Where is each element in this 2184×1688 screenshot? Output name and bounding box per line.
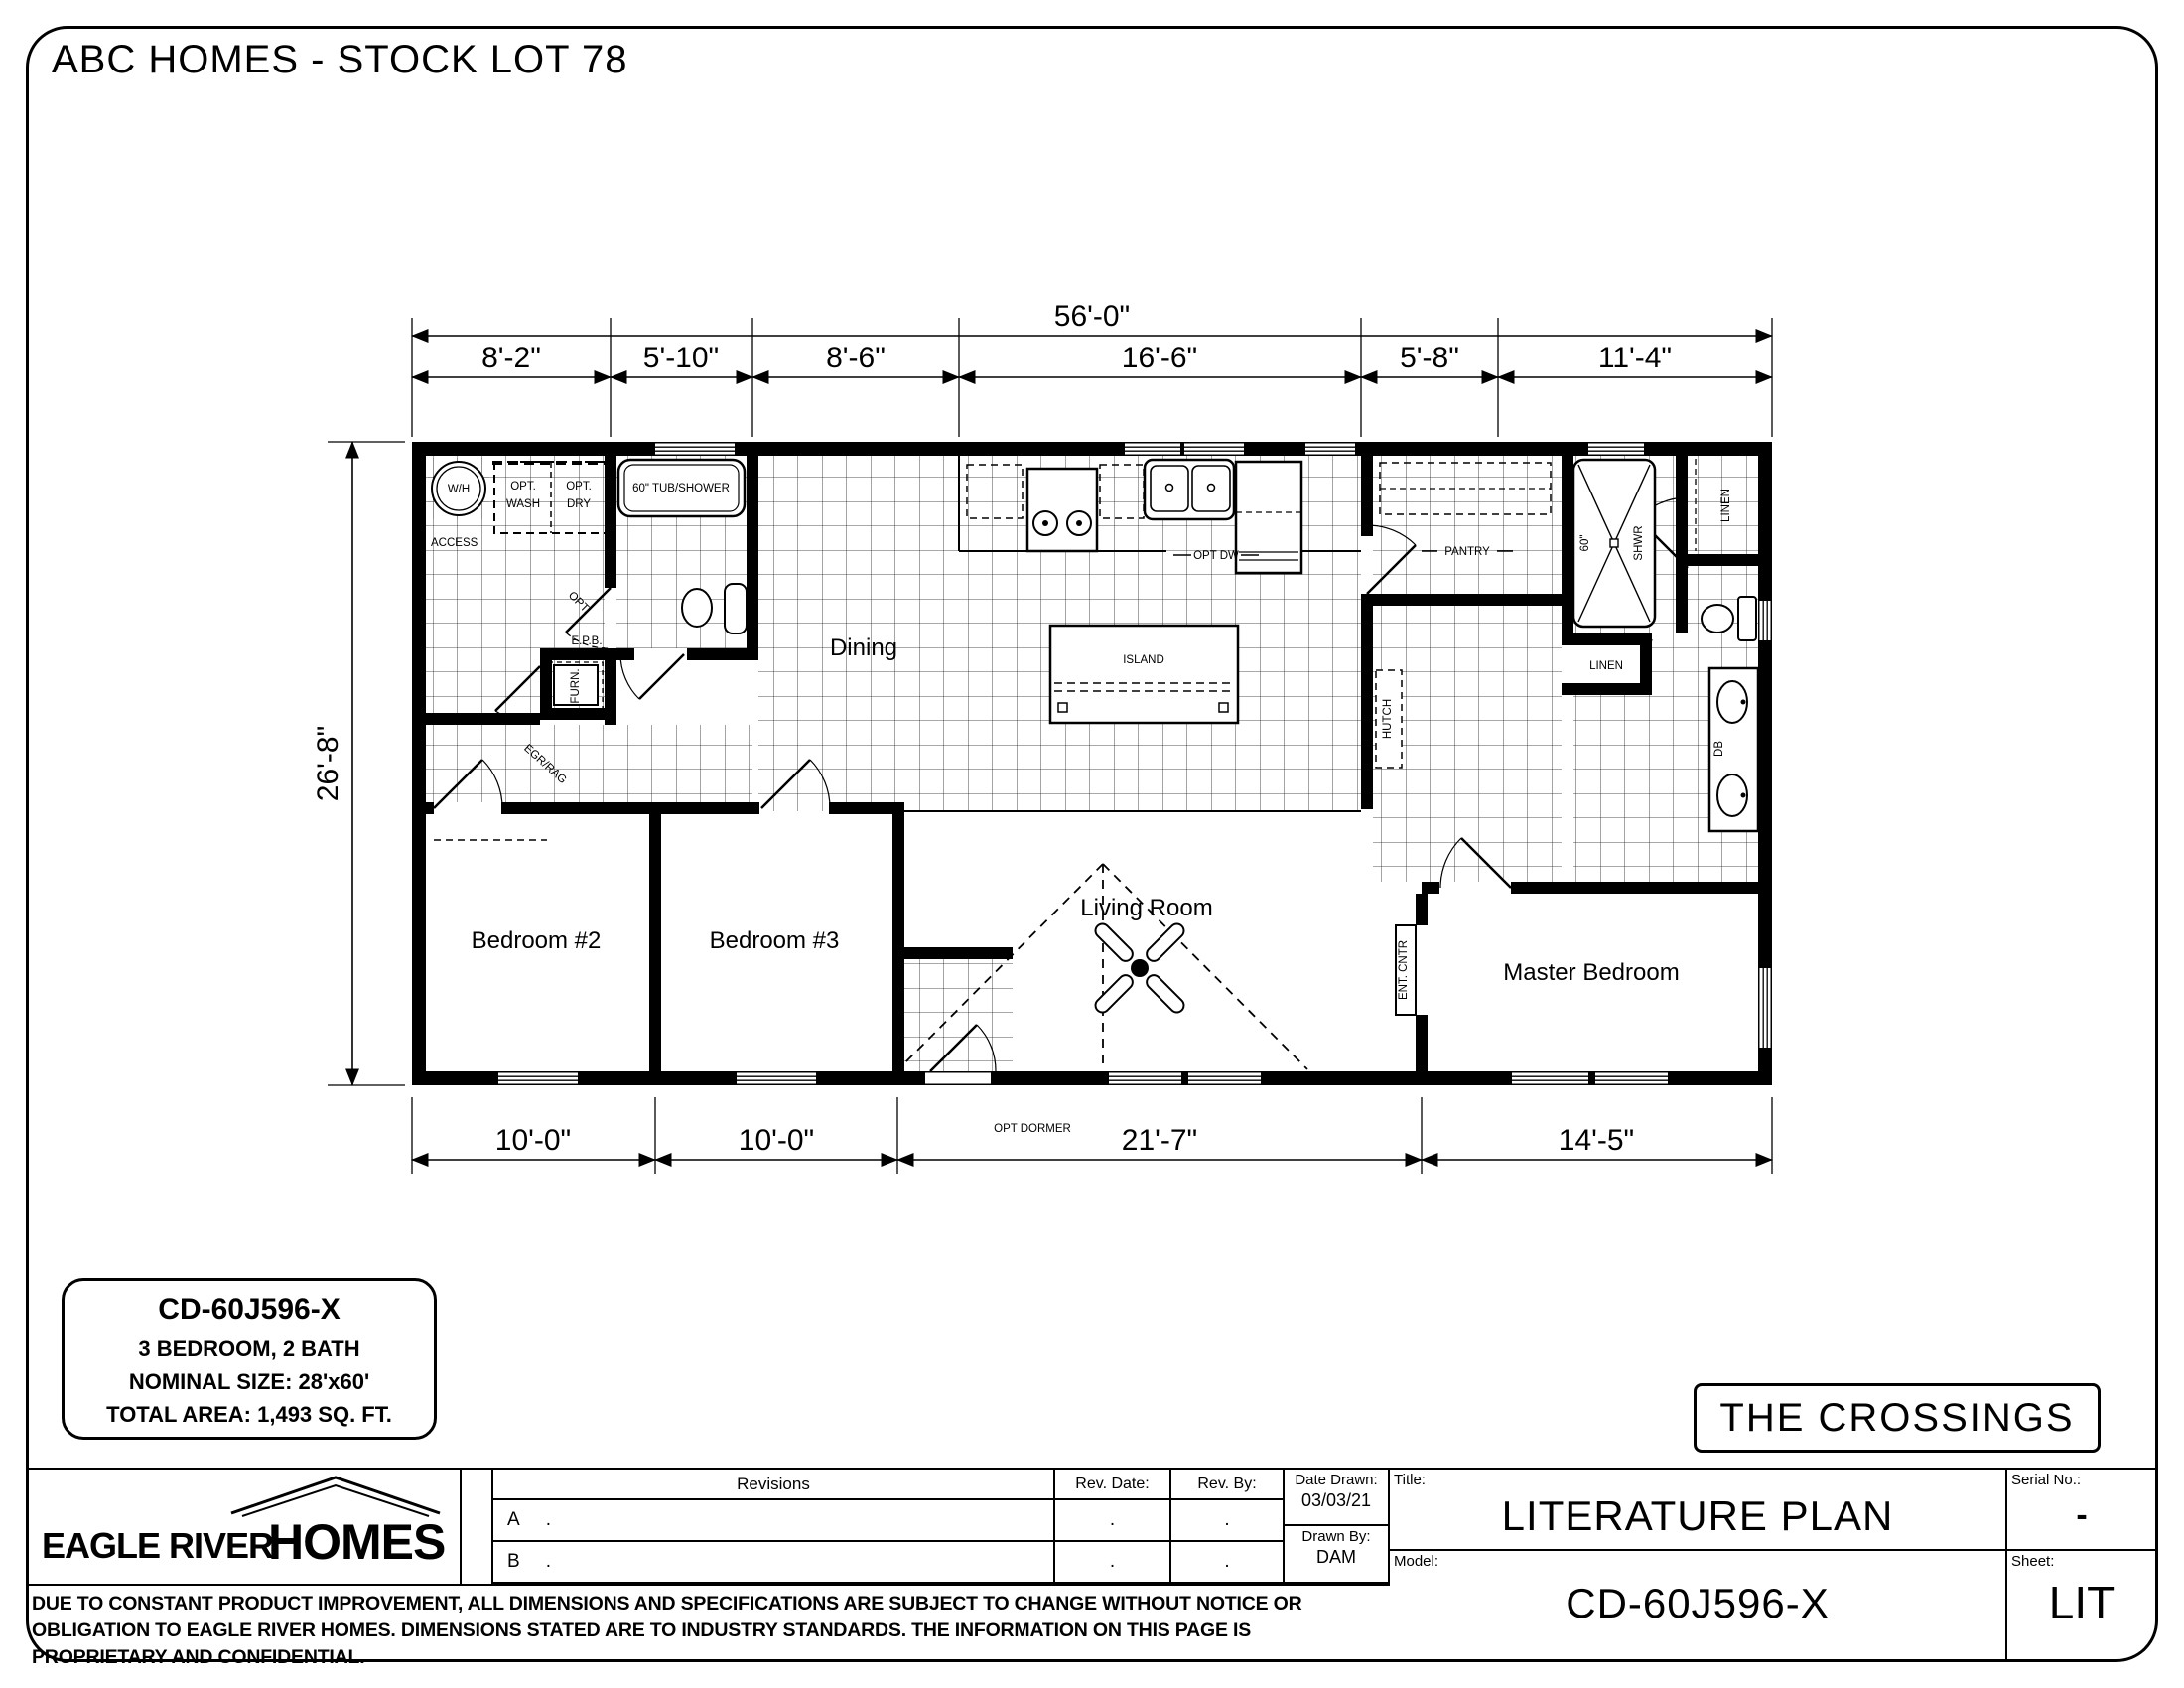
disclaimer: DUE TO CONSTANT PRODUCT IMPROVEMENT, ALL DIMENSIONS AND SPECIFICATIONS ARE SUBJECT TO CHANGE WITHOUT NOTICE OR OBLIGATION TO EAGLE RIVER HOMES. DIMENSIONS STATED ARE TO INDUSTRY STANDARDS. THE INFORMATION ON THIS PAGE IS PROPRIETARY AND CONFIDENTIAL. (28, 1584, 1390, 1660)
room-label-bedroom2: Bedroom #2 (471, 927, 602, 954)
info-nominal-size: NOMINAL SIZE: 28'x60' (128, 1369, 370, 1394)
sheet-cell (2007, 1551, 2156, 1660)
rev-date-header-label: Rev. Date: (1075, 1475, 1150, 1492)
dim-bottom-1: 10'-0" (738, 1124, 815, 1157)
dim-bottom-3: 14'-5" (1558, 1124, 1635, 1157)
wh-label: W/H (447, 484, 471, 495)
revisions-header (493, 1468, 1055, 1500)
room-label-dining: Dining (829, 634, 898, 661)
furn-label: FURN. (570, 668, 582, 704)
dim-overall-width: 56'-0" (1053, 300, 1131, 333)
hutch-label: HUTCH (1382, 698, 1394, 740)
furnace-closet (548, 662, 603, 710)
date-drawn-cell (1285, 1468, 1390, 1526)
rev-date-a (1055, 1500, 1171, 1542)
drawn-by-cell (1285, 1526, 1390, 1584)
rev-date-b (1055, 1542, 1171, 1584)
linen-mid-label: LINEN (1589, 660, 1623, 672)
opt-dry-label1: OPT. (566, 481, 592, 492)
island (1050, 626, 1238, 723)
sheet-value: LIT (2048, 1577, 2116, 1628)
drawn-by-label: Drawn By: (1301, 1528, 1371, 1545)
shower (1573, 460, 1655, 627)
title-value: LITERATURE PLAN (1501, 1492, 1894, 1539)
ent-center (1396, 925, 1416, 1015)
tub-shower (618, 460, 745, 516)
rev-by-b (1171, 1542, 1285, 1584)
logo-text-2: HOMES (268, 1514, 446, 1570)
date-drawn-label: Date Drawn: (1295, 1472, 1378, 1488)
rev-date-a-value: . (1109, 1509, 1116, 1530)
dim-bottom-0: 10'-0" (494, 1124, 572, 1157)
linen-cabinet-mid (1573, 645, 1640, 683)
hutch-cabinet (1376, 670, 1402, 768)
series-name-box (1694, 1383, 2101, 1453)
rev-date-header (1055, 1468, 1171, 1500)
island-label: ISLAND (1123, 654, 1164, 666)
kitchen-sink (1145, 460, 1234, 519)
bath2-door (620, 654, 684, 699)
dim-top-0: 8'-2" (481, 342, 541, 374)
range (1027, 469, 1097, 551)
epb-label: E.P.B. (571, 635, 603, 647)
db-label: DB (1713, 741, 1725, 757)
revision-row-a (493, 1500, 1055, 1542)
dim-top-2: 8'-6" (826, 342, 886, 374)
opt-door-label: OPT. (565, 589, 593, 617)
opt-dry-label2: DRY (566, 498, 592, 510)
linen-top-label: LINEN (1720, 489, 1732, 522)
dim-top-1: 5'-10" (642, 342, 720, 374)
eagle-river-homes-logo (28, 1470, 460, 1584)
rev-date-b-value: . (1109, 1551, 1116, 1572)
room-label-living: Living Room (1080, 895, 1213, 921)
rev-by-header (1171, 1468, 1285, 1500)
info-total-area: TOTAL AREA: 1,493 SQ. FT. (106, 1402, 392, 1427)
room-label-master: Master Bedroom (1503, 959, 1680, 986)
spacer-cell (462, 1468, 493, 1584)
rev-b-id: B (507, 1551, 520, 1572)
serial-cell (2007, 1468, 2156, 1551)
model-info-box (62, 1278, 437, 1440)
rev-by-a (1171, 1500, 1285, 1542)
pantry-label: PANTRY (1444, 546, 1490, 558)
water-heater (428, 458, 489, 519)
title-cell (1390, 1468, 2007, 1551)
rev-by-b-value: . (1224, 1551, 1230, 1572)
ent-cntr-label: ENT. CNTR (1398, 939, 1410, 1001)
rev-by-header-label: Rev. By: (1197, 1475, 1257, 1492)
sheet-label: Sheet: (2011, 1553, 2055, 1570)
page-title: ABC HOMES - STOCK LOT 78 (52, 38, 628, 81)
revisions-header-label: Revisions (737, 1474, 810, 1493)
dim-top-5: 11'-4" (1597, 342, 1673, 374)
model-cell (1390, 1551, 2007, 1660)
dim-bottom-2: 21'-7" (1121, 1124, 1198, 1157)
ceiling-fan (1093, 921, 1187, 1016)
opt-wash-label2: WASH (505, 498, 541, 510)
shower-size-label: 60" (1579, 534, 1591, 552)
dim-depth: 26'-8" (312, 725, 344, 802)
info-beds-baths: 3 BEDROOM, 2 BATH (138, 1336, 360, 1361)
rev-b-desc: . (545, 1551, 551, 1572)
title-block (28, 1468, 2156, 1668)
tub-label: 60" TUB/SHOWER (632, 483, 730, 494)
drawn-by-value: DAM (1316, 1547, 1356, 1567)
opt-wash-label1: OPT. (510, 481, 536, 492)
room-label-bedroom3: Bedroom #3 (709, 927, 840, 954)
model-label: Model: (1394, 1553, 1439, 1570)
opt-dormer-label: OPT DORMER (994, 1123, 1071, 1135)
rev-a-desc: . (545, 1509, 551, 1530)
refrigerator (1236, 462, 1301, 573)
logo-cell (28, 1468, 462, 1584)
rev-a-id: A (507, 1509, 520, 1530)
series-name: THE CROSSINGS (1719, 1395, 2075, 1440)
date-drawn-value: 03/03/21 (1300, 1490, 1372, 1510)
model-value: CD-60J596-X (1566, 1580, 1830, 1626)
egr-rag-label: EGR/RAG (521, 742, 569, 786)
serial-label: Serial No.: (2011, 1472, 2082, 1488)
access-label: ACCESS (431, 537, 478, 549)
title-label: Title: (1394, 1472, 1426, 1488)
info-model: CD-60J596-X (158, 1293, 341, 1326)
shower-label: SHWR (1633, 525, 1645, 561)
rev-by-a-value: . (1224, 1509, 1230, 1530)
double-bowl-vanity (1709, 668, 1758, 831)
revision-row-b (493, 1542, 1055, 1584)
serial-value: - (2076, 1496, 2088, 1534)
dim-top-4: 5'-8" (1400, 342, 1459, 374)
logo-text-1: EAGLE RIVER (42, 1525, 274, 1566)
dim-top-3: 16'-6" (1121, 342, 1198, 374)
opt-dw-label: OPT DW (1193, 550, 1239, 562)
floor-plan-svg (238, 258, 1827, 1187)
